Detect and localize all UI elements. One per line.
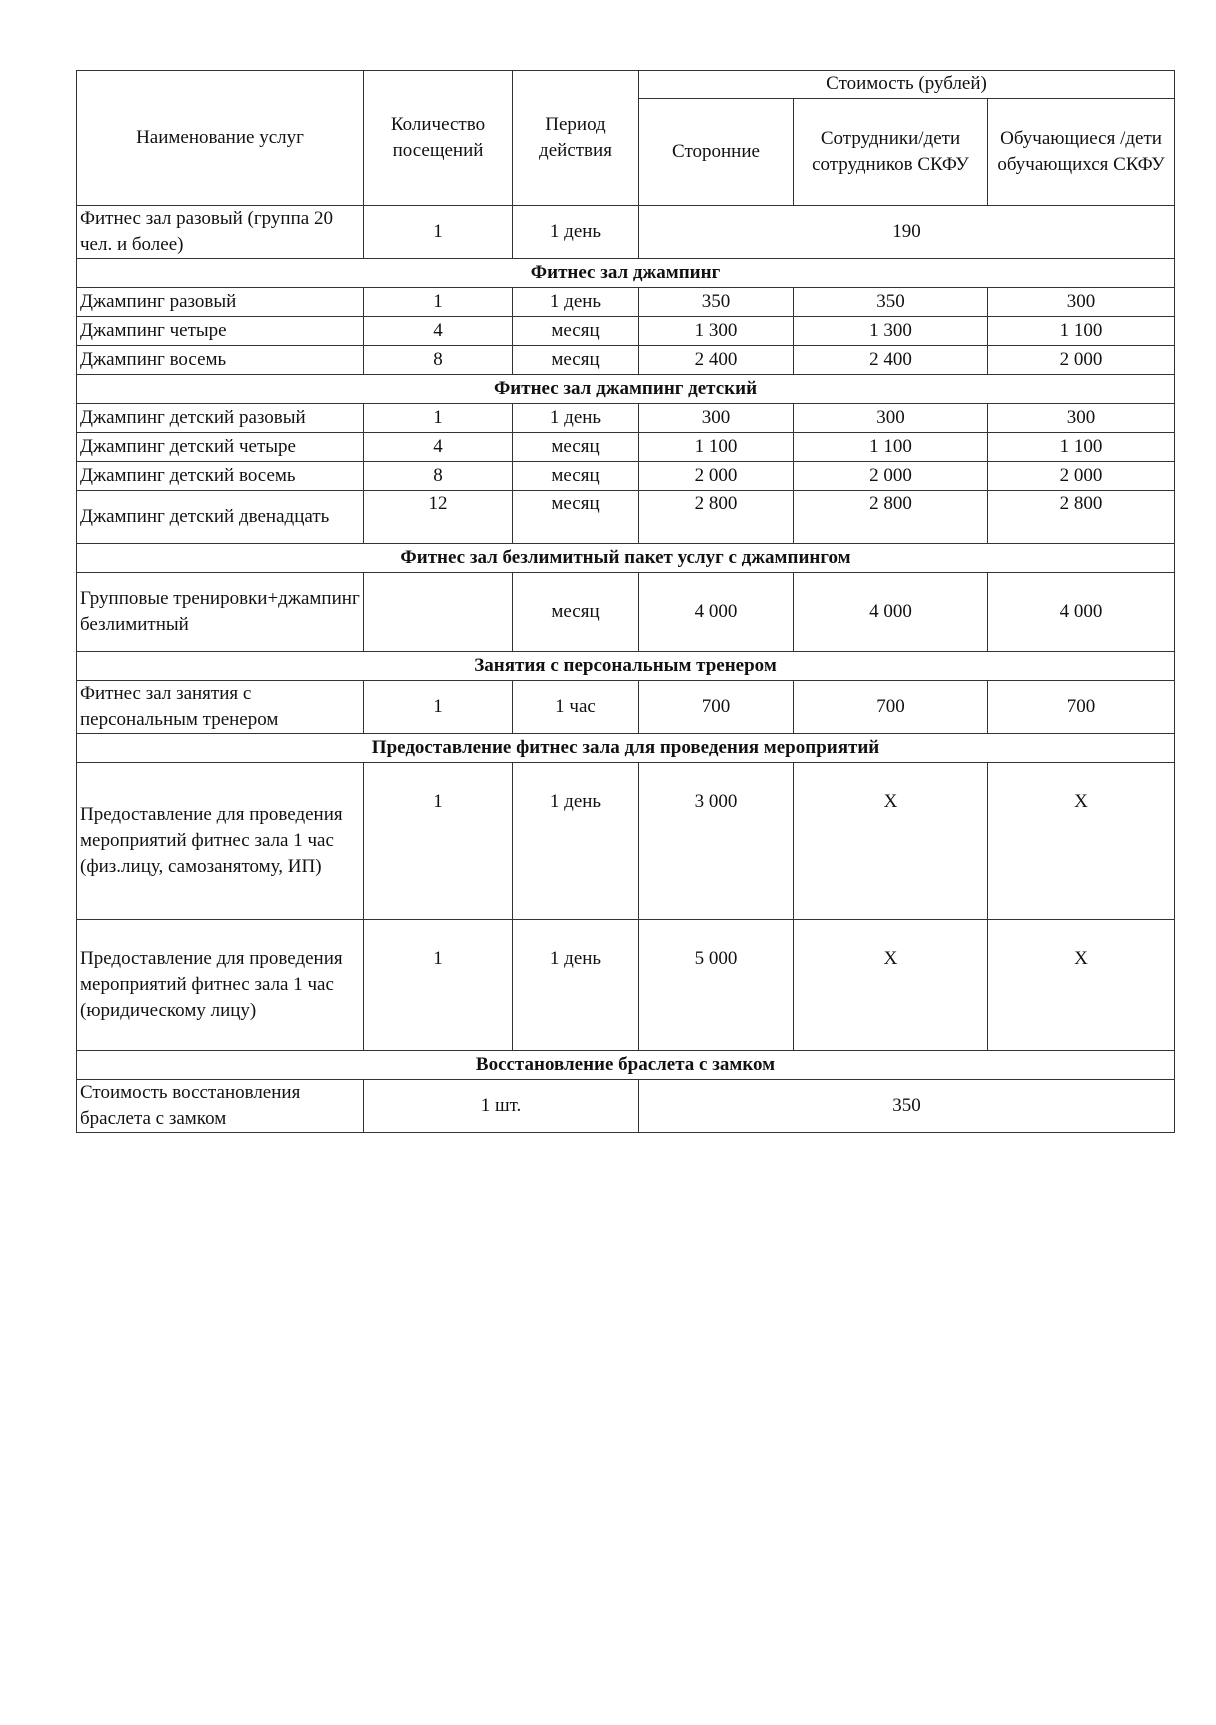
- section-header: [77, 259, 1175, 288]
- table-row: [77, 346, 1175, 375]
- visits-cell: 12: [364, 491, 513, 544]
- table-row: [77, 317, 1175, 346]
- price-employees: 1 100: [794, 433, 988, 462]
- table-row: [77, 763, 1175, 920]
- section-title: Восстановление браслета с замком: [77, 1051, 1175, 1080]
- unit-cell: 1 шт.: [364, 1080, 639, 1133]
- header-employees: Сотрудники/дети сотрудников СКФУ: [794, 98, 988, 205]
- table-row: [77, 462, 1175, 491]
- header-service-name: Наименование услуг: [77, 71, 364, 206]
- table-row: [77, 681, 1175, 734]
- price-cell: 190: [639, 206, 1175, 259]
- price-table: [76, 70, 1175, 1133]
- price-students: 1 100: [988, 317, 1175, 346]
- period-cell: месяц: [513, 462, 639, 491]
- table-row: [77, 920, 1175, 1051]
- service-name: Предоставление для проведения мероприятий фитнес зала 1 час (юридическому лицу): [77, 920, 364, 1051]
- service-name: Стоимость восстановления браслета с замком: [77, 1080, 364, 1133]
- table-row: [77, 206, 1175, 259]
- section-header: [77, 544, 1175, 573]
- header-period: Период действия: [513, 71, 639, 206]
- section-header: [77, 1051, 1175, 1080]
- period-cell: месяц: [513, 573, 639, 652]
- price-external: 3 000: [639, 763, 794, 920]
- price-students: Х: [988, 763, 1175, 920]
- period-cell: 1 день: [513, 404, 639, 433]
- price-employees: 2 400: [794, 346, 988, 375]
- price-external: 350: [639, 288, 794, 317]
- table-row: [77, 404, 1175, 433]
- period-cell: 1 день: [513, 288, 639, 317]
- visits-cell: 1: [364, 920, 513, 1051]
- service-name: Джампинг детский разовый: [77, 404, 364, 433]
- price-employees: 2 000: [794, 462, 988, 491]
- price-students: 2 000: [988, 346, 1175, 375]
- service-name: Фитнес зал занятия с персональным тренером: [77, 681, 364, 734]
- price-external: 1 300: [639, 317, 794, 346]
- visits-cell: 4: [364, 433, 513, 462]
- service-name: Джампинг детский двенадцать: [77, 491, 364, 544]
- price-external: 2 400: [639, 346, 794, 375]
- table-row: [77, 573, 1175, 652]
- price-list-sheet: [76, 70, 1174, 1133]
- service-name: Джампинг детский восемь: [77, 462, 364, 491]
- price-employees: Х: [794, 920, 988, 1051]
- period-cell: месяц: [513, 317, 639, 346]
- visits-cell: 8: [364, 462, 513, 491]
- header-external: Сторонние: [639, 98, 794, 205]
- service-name: Групповые тренировки+джампинг безлимитный: [77, 573, 364, 652]
- price-external: 5 000: [639, 920, 794, 1051]
- price-cell: 350: [639, 1080, 1175, 1133]
- price-students: 2 800: [988, 491, 1175, 544]
- header-cost: Стоимость (рублей): [639, 71, 1175, 99]
- service-name: Фитнес зал разовый (группа 20 чел. и более): [77, 206, 364, 259]
- service-name: Джампинг четыре: [77, 317, 364, 346]
- table-row: [77, 491, 1175, 544]
- section-header: [77, 375, 1175, 404]
- service-name: Джампинг детский четыре: [77, 433, 364, 462]
- price-students: 2 000: [988, 462, 1175, 491]
- price-students: 4 000: [988, 573, 1175, 652]
- price-employees: 700: [794, 681, 988, 734]
- price-employees: 350: [794, 288, 988, 317]
- period-cell: 1 день: [513, 763, 639, 920]
- section-title: Предоставление фитнес зала для проведения мероприятий: [77, 734, 1175, 763]
- section-header: [77, 652, 1175, 681]
- table-row: [77, 1080, 1175, 1133]
- price-students: 1 100: [988, 433, 1175, 462]
- price-students: 300: [988, 288, 1175, 317]
- period-cell: месяц: [513, 491, 639, 544]
- header-visits: Количество посещений: [364, 71, 513, 206]
- visits-cell: 1: [364, 404, 513, 433]
- visits-cell: 1: [364, 681, 513, 734]
- visits-cell: 1: [364, 288, 513, 317]
- price-students: 300: [988, 404, 1175, 433]
- period-cell: 1 час: [513, 681, 639, 734]
- price-external: 700: [639, 681, 794, 734]
- service-name: Предоставление для проведения мероприятий фитнес зала 1 час (физ.лицу, самозанятому, ИП): [77, 763, 364, 920]
- period-cell: 1 день: [513, 206, 639, 259]
- section-header: [77, 734, 1175, 763]
- period-cell: 1 день: [513, 920, 639, 1051]
- price-external: 2 800: [639, 491, 794, 544]
- price-external: 2 000: [639, 462, 794, 491]
- header-students: Обучающиеся /дети обучающихся СКФУ: [988, 98, 1175, 205]
- period-cell: месяц: [513, 346, 639, 375]
- header-row: [77, 71, 1175, 99]
- visits-cell: 4: [364, 317, 513, 346]
- period-cell: месяц: [513, 433, 639, 462]
- service-name: Джампинг разовый: [77, 288, 364, 317]
- price-employees: 300: [794, 404, 988, 433]
- price-employees: 1 300: [794, 317, 988, 346]
- price-external: 1 100: [639, 433, 794, 462]
- price-external: 4 000: [639, 573, 794, 652]
- visits-cell: 8: [364, 346, 513, 375]
- visits-cell: [364, 573, 513, 652]
- visits-cell: 1: [364, 206, 513, 259]
- price-students: Х: [988, 920, 1175, 1051]
- table-row: [77, 433, 1175, 462]
- section-title: Фитнес зал джампинг детский: [77, 375, 1175, 404]
- table-row: [77, 288, 1175, 317]
- price-employees: 4 000: [794, 573, 988, 652]
- visits-cell: 1: [364, 763, 513, 920]
- price-employees: Х: [794, 763, 988, 920]
- section-title: Фитнес зал безлимитный пакет услуг с джампингом: [77, 544, 1175, 573]
- price-employees: 2 800: [794, 491, 988, 544]
- section-title: Фитнес зал джампинг: [77, 259, 1175, 288]
- price-students: 700: [988, 681, 1175, 734]
- service-name: Джампинг восемь: [77, 346, 364, 375]
- price-external: 300: [639, 404, 794, 433]
- section-title: Занятия с персональным тренером: [77, 652, 1175, 681]
